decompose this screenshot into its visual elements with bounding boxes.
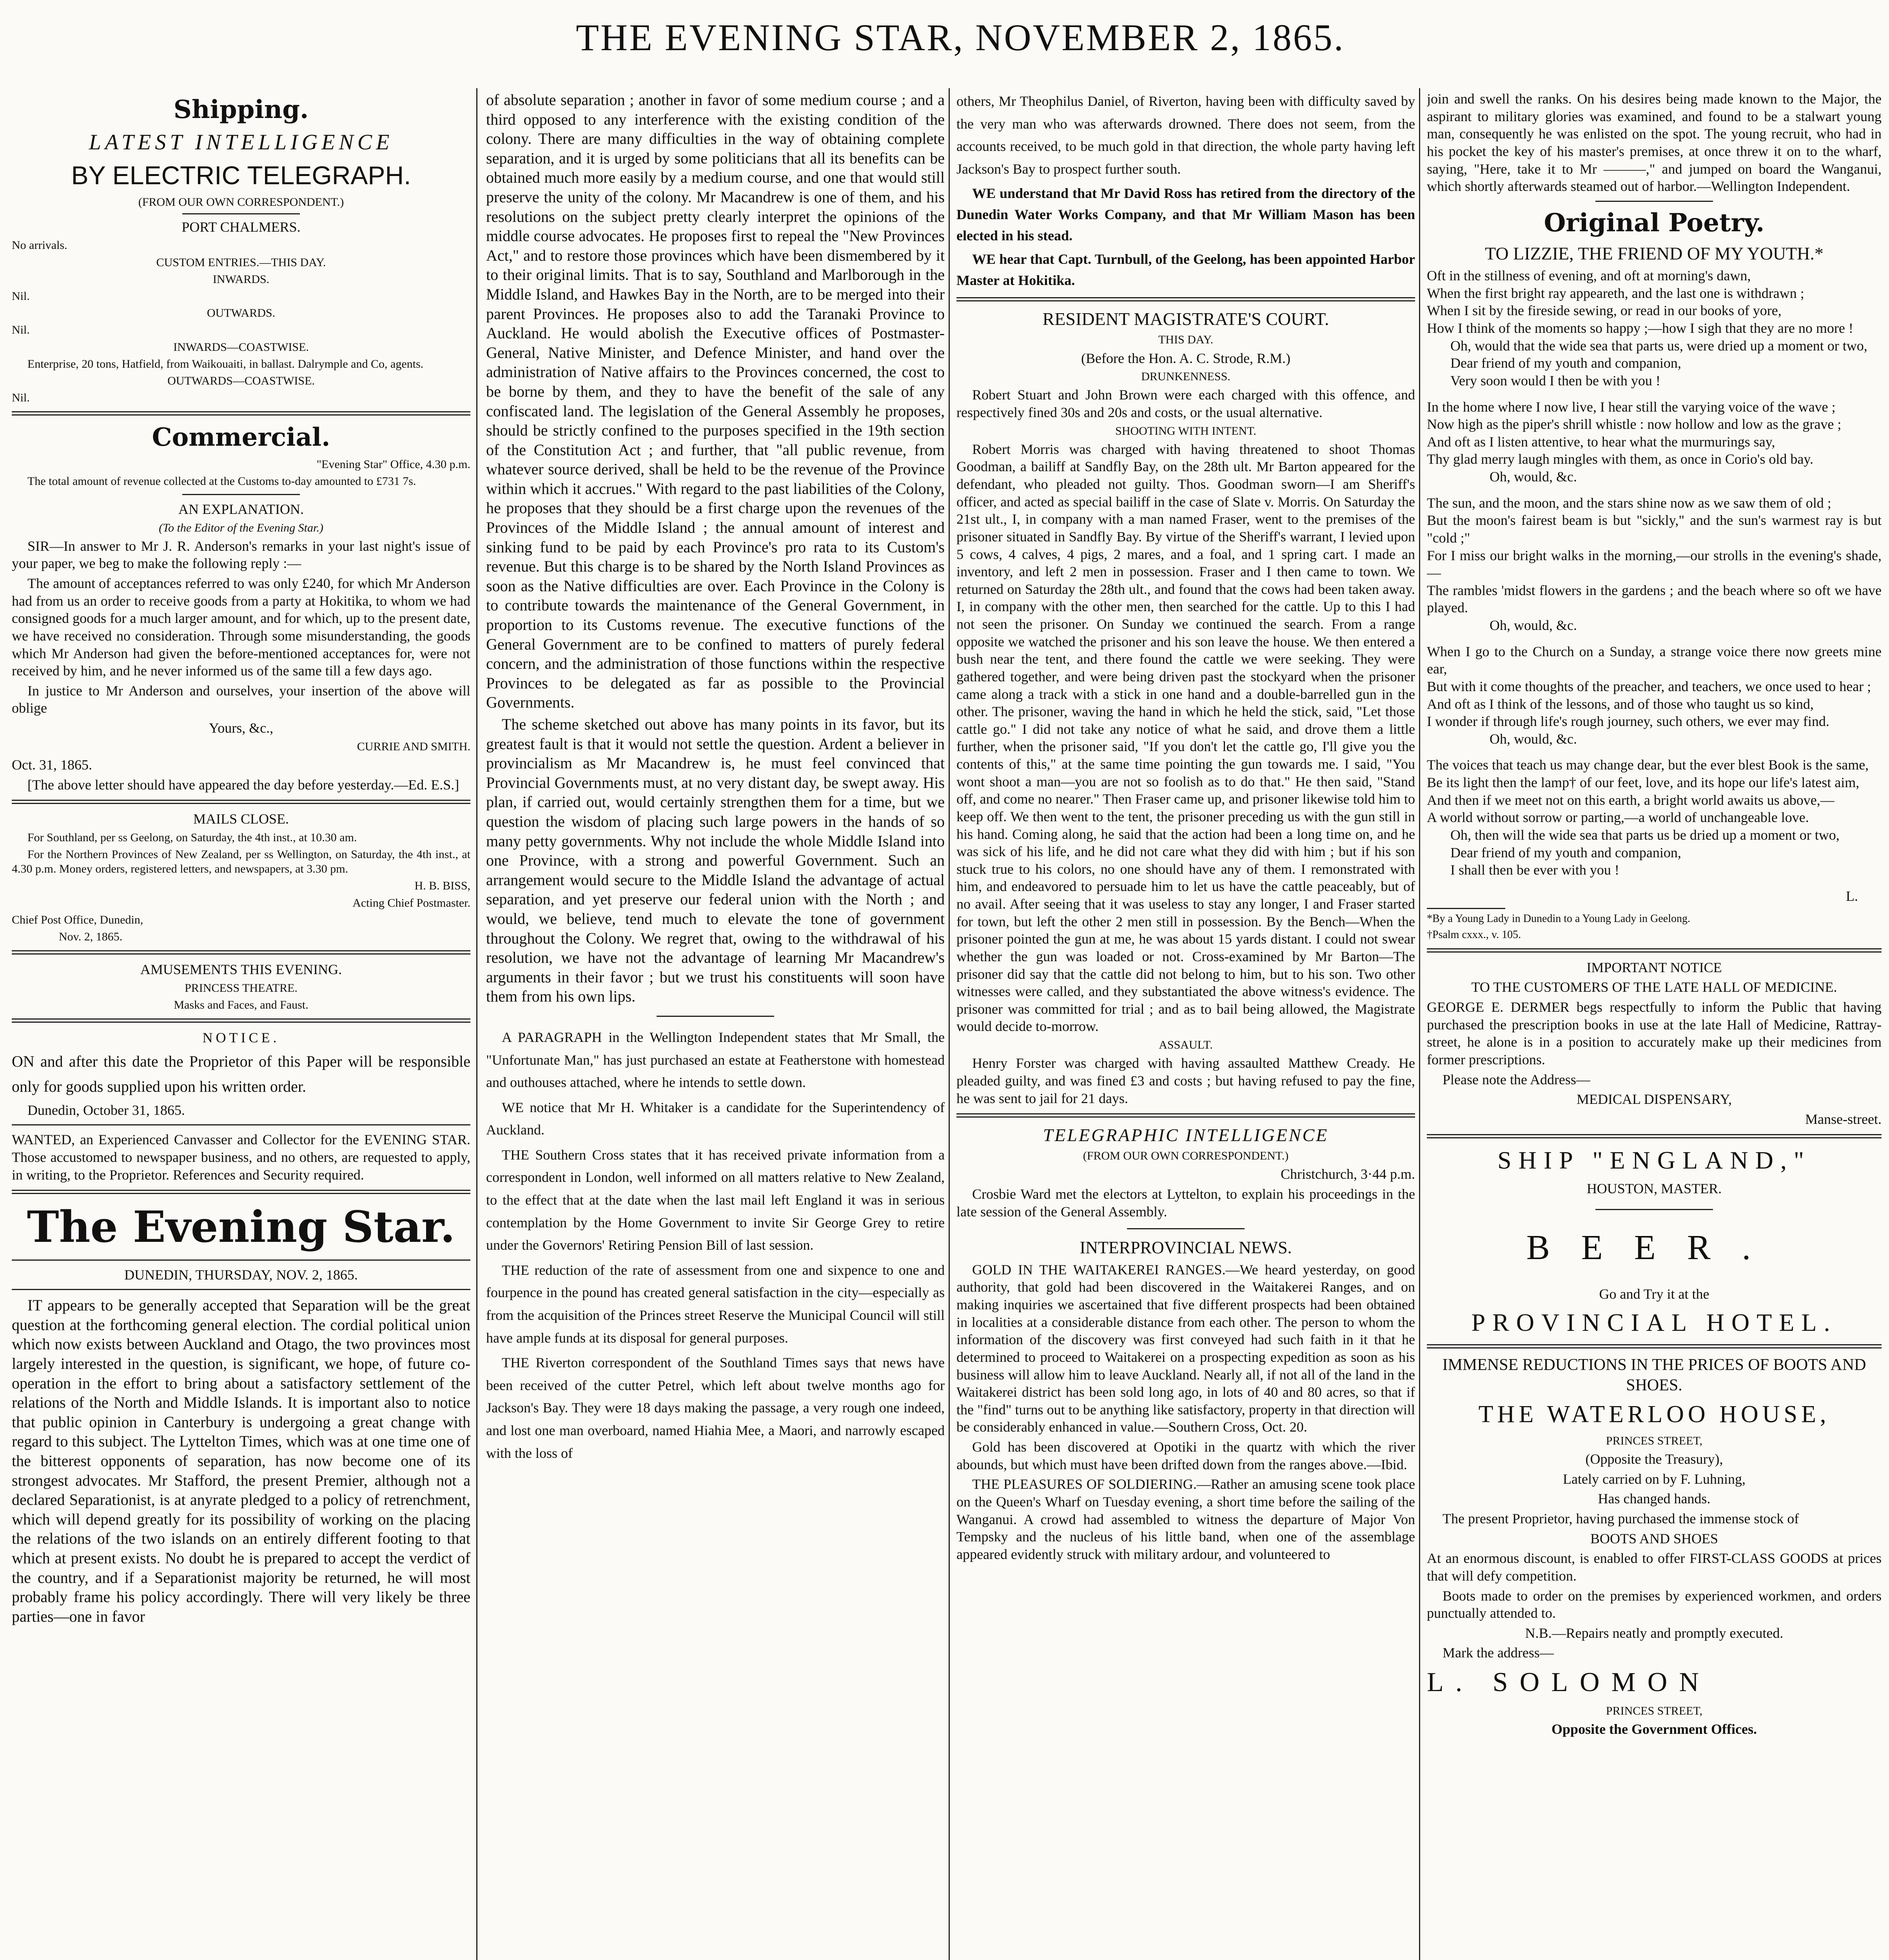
court-paragraph: Robert Stuart and John Brown were each charged with this offence, and respectively fined 30s and 20s and costs, or the usual alternative. [956,387,1415,421]
divider [1427,948,1882,953]
news-paragraph: WE understand that Mr David Ross has retired from the directory of the Dunedin Water Works Company, and that Mr William Mason has been elected in his stead. [956,185,1415,244]
outwards-label: OUTWARDS. [207,307,276,320]
ship-england: SHIP "ENGLAND," [1497,1146,1811,1174]
leader-paragraph: of absolute separation ; another in favor of some medium course ; and a third opposed to any interference with the existing condition of the colony. There are many difficulties in the way of obtaining complete separation, and it is urged by some politicians that all its benefits can be obtained much more easily by a medium course, and one that would still preserve the unity of the colony. Mr Macandrew is one of them, and his resolutions on the subject pretty clearly interpret the opinions of the middle course advocates. He proposes first to repeal the "New Provinces Act," and to restore those provinces which have been dismembered by it to their original limits. That is to say, Southland and Marlborough in the Middle Island, and Hawkes Bay in the North, are to be merged into their parent Provinces. He proposes also to add the Taranaki Province to Auckland. He would abolish the Executive offices of Postmaster-General, Native Minister, and Defence Minister, and hand over the administration of Native affairs to the Provinces concerned, the cost to be borne by them, and they to have the benefit of the sale of any confiscated land. The legislation of the General Assembly he proposes, should be strictly confined to the purposes specified in the 19th section of the Constitution Act ; and further, that "all public revenue, from whatever source derived, shall be held to be the revenue of the Province within which it accrues." With regard to the past liabilities of the Colony, he proposes that they should be a first charge upon the revenues of the Provinces of the Middle Island ; the annual amount of interest and sinking fund to be paid by each Province's pro rata to its Custom's revenue. But this charge is to be shared by the North Island Provinces as soon as the Native difficulties are over. Each Province in the Colony is to contribute towards the maintenance of the General Government, in proportion to its Customs revenue. The executive functions of the General Government are to be confined to matters of purely federal concern, and the administration of those functions within the respective Provinces to be delegated as far as possible to the Provincial Governments. [486,91,945,711]
wanted-advert: WANTED, an Experienced Canvasser and Collector for the EVENING STAR. Those accustomed to newspaper business, and no others, are requested to apply, in writing, to the Proprietor. References and Security required. [12,1132,470,1183]
poem-line: But the moon's fairest beam is but "sickly," and the sun's warmest ray is but "cold ;" [1427,512,1882,546]
editor-note: [The above letter should have appeared the day before yesterday.—Ed. E.S.] [27,777,459,793]
divider [956,297,1415,301]
poem-line: And oft as I listen attentive, to hear what the murmurings say, [1427,434,1775,450]
reductions-title: IMMENSE REDUCTIONS IN THE PRICES OF BOOTS AND SHOES. [1442,1356,1866,1395]
interprovincial-paragraph: THE PLEASURES OF SOLDIERING.—Rather an amusing scene took place on the Queen's Wharf on Tuesday evening, a short time before the sailing of the Wanganui. A crowd had assembled to witness the departure of Major Von Tempsky and the nucleus of his little band, when one of the assemblage appeared evidently struck with military ardour, and volunteered to [956,1476,1415,1562]
explanation-paragraph: The amount of acceptances referred to was only £240, for which Mr Anderson had from us an order to receive goods from a party at Hokitika, to whom we had consigned goods for a much larger amount, and for which, up to the present date, we have received no consideration. Through some misunderstanding, the goods which Mr Anderson had given the before-mentioned acceptances for, were not received by him, and he never informed us of the same till a few days ago. [12,575,470,679]
from-correspondent: (FROM OUR OWN CORRESPONDENT.) [138,195,344,209]
news-paragraph: THE reduction of the rate of assessment from one and sixpence to one and fourpence in the pound has created general satisfaction in the city—especially as from the acquisition of the Princes street Reserve the Municipal Council will still have ample funds at its disposal for general purposes. [486,1262,945,1346]
interprovincial-paragraph: Gold has been discovered at Opotiki in the quartz with which the river abounds, but which must have been drifted down from the ranges above.—Ibid. [956,1439,1415,1472]
nil-line: Nil. [12,290,30,303]
waterloo-boots: BOOTS AND SHOES [1590,1530,1718,1546]
mails-date: Nov. 2, 1865. [59,930,123,943]
important-line2: TO THE CUSTOMERS OF THE LATE HALL OF MEDICINE. [1471,979,1837,995]
poem-line: When I sit by the fireside sewing, or read in our books of yore, [1427,303,1782,319]
poem-line: Thy glad merry laugh mingles with them, as once in Corio's old bay. [1427,451,1813,467]
inwards-coastwise: INWARDS—COASTWISE. [173,340,309,354]
poem-line: And then if we meet not on this earth, a bright world awaits us above,— [1427,792,1835,808]
court-day: THIS DAY. [1158,333,1214,347]
divider [1595,201,1713,202]
port-heading: PORT CHALMERS. [181,219,301,235]
explanation-yours: Yours, &c., [209,720,274,736]
column-3 [956,90,1415,1960]
explanation-title: AN EXPLANATION. [178,501,304,517]
column-rule [1419,88,1420,1960]
important-title: IMPORTANT NOTICE [1586,959,1722,975]
explanation-date: Oct. 31, 1865. [12,757,92,773]
footnote: †Psalm cxxx., v. 105. [1427,929,1521,941]
waterloo-nb: N.B.—Repairs neatly and promptly executed. [1525,1625,1784,1641]
poem-line: But with it come thoughts of the preacher, and teachers, we once used to hear ; [1427,678,1871,694]
divider [657,1016,774,1017]
poem-line: How I think of the moments so happy ;—how I sigh that they are no more ! [1427,320,1853,336]
solomon-opposite: Opposite the Government Offices. [1551,1721,1757,1737]
poem-line: In the home where I now live, I hear still the varying voice of the wave ; [1427,399,1836,415]
news-paragraph: THE Southern Cross states that it has received private information from a correspondent in London, well informed on all matters relative to New Zealand, to the effect that at the date when the last mail left England it was in serious contemplation by the Home Government to invite Sir George Grey to retire under the Governors' Retiring Pension Bill of last session. [486,1147,945,1253]
beer-go: Go and Try it at the [1599,1286,1709,1302]
divider [182,494,300,495]
column-1 [12,90,470,1960]
waterloo-present: The present Proprietor, having purchased the immense stock of [1443,1511,1799,1527]
mails-northern: For the Northern Provinces of New Zealand, per ss Wellington, on Saturday, the 4th inst., at 4.30 p.m. Money orders, registered letters, and newspapers, at 3.30 pm. [12,848,470,876]
poem-line: For I miss our bright walks in the morning,—our strolls in the evening's shade,— [1427,547,1882,581]
no-arrivals: No arrivals. [12,239,67,252]
divider [1595,1209,1713,1210]
notice-body: ON and after this date the Proprietor of this Paper will be responsible only for goods supplied upon his written order. [12,1052,470,1095]
telegraphic-title: TELEGRAPHIC INTELLIGENCE [1043,1125,1329,1145]
solomon-name: L. SOLOMON [1427,1667,1711,1698]
enterprise-entry: Enterprise, 20 tons, Hatfield, from Waikouaiti, in ballast. Dalrymple and Co, agents. [27,357,424,370]
solomon-street: PRINCES STREET, [1606,1704,1703,1717]
divider [12,950,470,955]
poem-line: The sun, and the moon, and the stars shine now as we saw them of old ; [1427,495,1831,511]
masthead: THE EVENING STAR, NOVEMBER 2, 1865. [576,16,1345,58]
evening-star-dateline: DUNEDIN, THURSDAY, NOV. 2, 1865. [124,1267,358,1283]
poem-line: The voices that teach us may change dear, but the ever blest Book is the same, [1427,757,1869,773]
important-note: Please note the Address— [1443,1071,1590,1087]
telegraphic-body: Crosbie Ward met the electors at Lyttelton, to explain his proceedings in the late session of the General Assembly. [956,1186,1415,1220]
telegraphic-from: (FROM OUR OWN CORRESPONDENT.) [1083,1149,1289,1163]
leader-paragraph: The scheme sketched out above has many points in its favor, but its greatest fault is that it would not settle the question. Ardent a believer in provincialism as Mr Macandrew is, he must feel convinced that Provincial Governments must, at no very distant day, be swept away. His plan, if carried out, would certainly strengthen them for a time, but we question the wisdom of placing such large powers in the hands of so many petty governments. Why not include the whole Middle Island into one Province, with a strong and powerful Government. Such an arrangement would secure to the Middle Island the advantage of actual separation, and yet preserve our federal union with the North ; and would, we believe, tend much to elevate the tone of government throughout the Colony. We regret that, owing to the withdrawal of his resolution, we have not the advantage of learning Mr Macandrew's arguments in their favor ; but we trust his constituents will soon have them from his own lips. [486,715,945,1005]
important-body: GEORGE E. DERMER begs respectfully to inform the Public that having purchased the prescription books in use at the late Hall of Medicine, Rattray-street, he alone is in a position to accurately make up their medicines from former prescriptions. [1427,999,1882,1067]
poem-line: Oh, would that the wide sea that parts us, were dried up a moment or two, [1450,338,1867,354]
poem-line: When I go to the Church on a Sunday, a strange voice there now greets mine ear, [1427,643,1882,677]
explanation-signature: CURRIE AND SMITH. [357,740,470,753]
important-street: Manse-street. [1805,1111,1882,1127]
amusements-theatre: PRINCESS THEATRE. [185,981,298,995]
inwards-label: INWARDS. [212,272,270,286]
poem-line: The rambles 'midst flowers in the gardens ; and the beach where so oft we have played. [1427,582,1882,616]
divider [1427,1134,1882,1138]
waterloo-opposite: (Opposite the Treasury), [1585,1451,1723,1467]
important-dispensary: MEDICAL DISPENSARY, [1576,1091,1732,1107]
nil-line: Nil. [12,323,30,337]
waterloo-house: THE WATERLOO HOUSE, [1478,1401,1830,1428]
beer-title: BEER. [1526,1228,1782,1267]
column-4 [1427,90,1882,1960]
poem-line: Oft in the stillness of evening, and oft at morning's dawn, [1427,268,1751,284]
court-subhead: DRUNKENNESS. [1141,370,1230,383]
divider [12,1018,470,1023]
waterloo-changed: Has changed hands. [1598,1491,1711,1507]
court-subhead: SHOOTING WITH INTENT. [1115,424,1256,437]
court-subhead: ASSAULT. [1159,1038,1213,1052]
telegraphic-place: Christchurch, 3·44 p.m. [1281,1166,1415,1182]
provincial-hotel: PROVINCIAL HOTEL. [1471,1308,1837,1336]
commercial-revenue: The total amount of revenue collected at the Customs to-day amounted to £731 7s. [27,474,416,488]
notice-title: NOTICE. [202,1030,280,1046]
divider [12,411,470,416]
evening-star-title: The Evening Star. [27,1201,455,1252]
mails-acting: Acting Chief Postmaster. [352,896,470,909]
poem-signature: L. [1846,888,1858,904]
poem-stanza [1427,494,1882,634]
poem-line: Oh, would, &c. [1490,469,1577,485]
court-before: (Before the Hon. A. C. Strode, R.M.) [1081,350,1290,366]
poem-line: I wonder if through life's rough journey, such others, we ever may find. [1427,713,1829,730]
mails-signed: H. B. BISS, [414,879,470,893]
explanation-paragraph: In justice to Mr Anderson and ourselves, your insertion of the above will oblige [12,682,470,716]
news-paragraph: WE hear that Capt. Turnbull, of the Geelong, has been appointed Harbor Master at Hokitika. [956,251,1415,289]
footnote: *By a Young Lady in Dunedin to a Young Lady in Geelong. [1427,913,1690,925]
poem-line: Oh, would, &c. [1490,617,1577,633]
explanation-paragraph: SIR—In answer to Mr J. R. Anderson's remarks in your last night's issue of your paper, we beg to make the following reply :— [12,538,470,572]
poem-stanza [1427,756,1882,878]
outwards-coastwise: OUTWARDS—COASTWISE. [167,374,315,387]
poem-line: Very soon would I then be with you ! [1450,372,1660,388]
poem-line: When the first bright ray appeareth, and the last one is withdrawn ; [1427,285,1804,301]
to-editor: (To the Editor of the Evening Star.) [159,521,323,534]
waterloo-order: Boots made to order on the premises by experienced workmen, and orders punctually attended to. [1427,1588,1882,1621]
waterloo-mark: Mark the address— [1443,1645,1554,1661]
news-paragraph: A PARAGRAPH in the Wellington Independent states that Mr Small, the "Unfortunate Man," has just purchased an estate at Featherstone with homestead and outhouses attached, where he intends to settle down. [486,1029,945,1091]
news-paragraph: others, Mr Theophilus Daniel, of Riverton, having been with difficulty saved by the very man who was afterwards drowned. There does not seem, from the accounts received, to be much gold in that direction, the whole party having left Jackson's Bay to prospect further south. [956,93,1415,177]
mails-southland: For Southland, per ss Geelong, on Saturday, the 4th inst., at 10.30 am. [27,831,357,844]
court-title: RESIDENT MAGISTRATE'S COURT. [1042,309,1329,329]
divider [12,1190,470,1194]
by-electric-telegraph: BY ELECTRIC TELEGRAPH. [71,160,411,190]
divider [1427,1344,1882,1348]
interprovincial-title: INTERPROVINCIAL NEWS. [1080,1238,1292,1258]
mails-office: Chief Post Office, Dunedin, [12,913,143,926]
poem-title: TO LIZZIE, THE FRIEND OF MY YOUTH.* [1485,243,1824,264]
poem-line: Dear friend of my youth and companion, [1450,355,1681,371]
poem-line: Oh, then will the wide sea that parts us be dried up a moment or two, [1450,827,1840,843]
waterloo-street: PRINCES STREET, [1606,1434,1703,1448]
poem-line: Dear friend of my youth and companion, [1450,844,1681,860]
divider [956,1113,1415,1118]
poem-line: A world without sorrow or parting,—a world of unchangeable love. [1427,809,1809,826]
poem-line: Be its light then the lamp† of our feet, love, and its hope our life's latest aim, [1427,775,1860,791]
news-paragraph: THE Riverton correspondent of the Southland Times says that news have been received of the cutter Petrel, which left about twelve months ago for Jackson's Bay. They were 18 days making the passage, a very rough one indeed, and lost one man overboard, named Hiahia Mee, a Maori, and narrowly escaped with the loss of [486,1355,945,1461]
court-paragraph: Henry Forster was charged with having assaulted Matthew Cready. He pleaded guilty, and was fined £3 and costs ; but having refused to pay the fine, he was sent to jail for 21 days. [956,1055,1415,1106]
nil-line: Nil. [12,391,30,405]
divider [12,1124,470,1125]
column-rule [949,88,950,1960]
court-paragraph: Robert Morris was charged with having threatened to shoot Thomas Goodman, a bailiff at Sandfly Bay, on the 28th ult. Mr Barton appeared for the defendant, who pleaded not guilty. Thos. Goodman sworn—I am Sheriff's officer, and acted as special bailiff in the case of Slate v. Morris. On Saturday the 21st ult., I, in company with a man named Fraser, went to the premises of the prisoner situated in Sandfly Bay. By virtue of the Sheriff's warrant, I levied upon 5 cows, 4 calves, 4 pigs, 2 mares, and a foal, and 1 spring cart. I made an inventory, and left 2 men in possession. Fraser and I then came to town. We returned on Saturday the 28th ult., and found that the cows had been taken away. I, in company with the other men, then searched for the cattle. Up to this I had not seen the prisoner. On Sunday we continued the search. From a range opposite we watched the prisoner and his son leave the house. We then entered a bush near the tent, and there found the cattle we were seeking. They were gathered together, and were being driven past the stockyard when the prisoner came along a track with a stick in one hand and a double-barrelled gun in the other. The prisoner, waving the hand in which he held the stick, said, "Let those cattle go." I did not take any notice of what he said, and drove them a little further, when the prisoner said, "If you don't let the cattle go, I'll give you the contents of this," at the same time pointing the gun towards me. I said, "You wont shoot a man—you are not so foolish as to do that." He then said, "Stand off, and come no nearer." Then Fraser came up, and prisoner likewise told him to keep off. We then went to the tent, the prisoner preceding us with the gun still in his hand. Coming along, he said that the action had been a long time on, and he was sick of his life, and he did not care what they did with him ; but if his son stuck true to his colors, no one should have any of them. I remonstrated with him, and endeavored to persuade him to let us have the cattle peaceably, but of no avail. After seeing that it was useless to stay any longer, I and Fraser started for town, but left the other 2 men still in possession. By the Bench—When the prisoner pointed the gun at me, he was about 15 yards distant. I could not swear whether the gun was loaded or not. Cross-examined by Mr Barton—The prisoner did say that the cattle did not belong to him, but to his son. Two other witnesses were called, and they substantiated the above witness's evidence. The prisoner was committed for trial ; and as to bail being allowed, the Magistrate would decide to-morrow. [956,441,1415,1034]
poem-stanza [1427,267,1882,389]
poem-stanza [1427,643,1882,748]
divider [12,800,470,804]
commercial-office: "Evening Star" Office, 4.30 p.m. [316,457,470,471]
divider [182,213,300,214]
custom-entries: CUSTOM ENTRIES.—THIS DAY. [156,256,326,269]
amusements-title: AMUSEMENTS THIS EVENING. [140,962,342,978]
ship-master: HOUSTON, MASTER. [1586,1180,1722,1196]
divider [1427,908,1505,909]
divider [12,1259,470,1261]
poem-stanza [1427,398,1882,486]
waterloo-carried: Lately carried on by F. Luhning, [1563,1471,1746,1487]
latest-intelligence: LATEST INTELLIGENCE [89,130,394,155]
poem-line: I shall then be ever with you ! [1450,862,1619,878]
shipping-heading: Shipping. [173,95,309,124]
news-paragraph: WE notice that Mr H. Whitaker is a candidate for the Superintendency of Auckland. [486,1099,945,1138]
interprovincial-paragraph: GOLD IN THE WAITAKEREI RANGES.—We heard yesterday, on good authority, that gold had been discovered in the Waitakerei Ranges, and on making inquiries we ascertained that five different prospects had been obtained in localities at a considerable distance from each other. The person to whom the information of the discovery was first conveyed had such faith in it that he determined to proceed to Waitakerei on a prospecting expedition as soon as his business will allow him to leave Auckland. Nearly all, if not all of the land in the Waitakerei district has been sold long ago, in lots of 40 and 80 acres, so that if the "find" turns out to be anything like satisfactory, property in that direction will be considerably enhanced in value.—Southern Cross, Oct. 20. [956,1261,1415,1435]
poem-line: Oh, would, &c. [1490,731,1577,747]
divider [12,1289,470,1290]
divider [1127,1228,1245,1229]
news-paragraph: join and swell the ranks. On his desires being made known to the Major, the aspirant to military glories was examined, and found to be a stalwart young man, consequently he was enlisted on the spot. The young recruit, who had in his pocket the key of his master's premises, at once threw it on to the wharf, saying, "Here, take it to Mr ———," and jumped on board the Wanganui, which shortly afterwards steamed out of harbor.—Wellington Independent. [1427,91,1882,194]
amusements-play: Masks and Faces, and Faust. [174,998,308,1011]
notice-date: Dunedin, October 31, 1865. [27,1102,185,1118]
column-2 [486,90,945,1960]
commercial-heading: Commercial. [152,423,330,452]
poem-line: And oft as I think of the lessons, and of those who taught us so kind, [1427,696,1814,712]
waterloo-discount: At an enormous discount, is enabled to offer FIRST-CLASS GOODS at prices that will defy competition. [1427,1550,1882,1584]
mails-title: MAILS CLOSE. [193,811,289,827]
leader-paragraph: IT appears to be generally accepted that Separation will be the great question at the forthcoming general election. The cordial political union which now exists between Auckland and Otago, the two provinces most largely interested in the question, is significant, we hope, of future co-operation in the effort to bring about a satisfactory settlement of the relations of the North and Middle Islands. It is important also to notice that public opinion in Canterbury is undergoing a great change with regard to this subject. The Lyttelton Times, which was at one time one of the bitterest opponents of separation, has now become one of its strongest advocates. Mr Stafford, the present Premier, although not a declared Separationist, is at anyrate pledged to a policy of retrenchment, which will depend greatly for its possibility of working on the placing the relations of the two islands on an entirely different footing to that which at present exists. No doubt he is prepared to accept the verdict of the country, and if a Separationist majority be returned, he will most probably frame his policy accordingly. There will very likely be three parties—one in favor [12,1296,470,1625]
poetry-heading: Original Poetry. [1544,208,1765,238]
column-rule [476,88,477,1960]
poem-line: Now high as the piper's shrill whistle : now hollow and low as the grave ; [1427,416,1842,432]
